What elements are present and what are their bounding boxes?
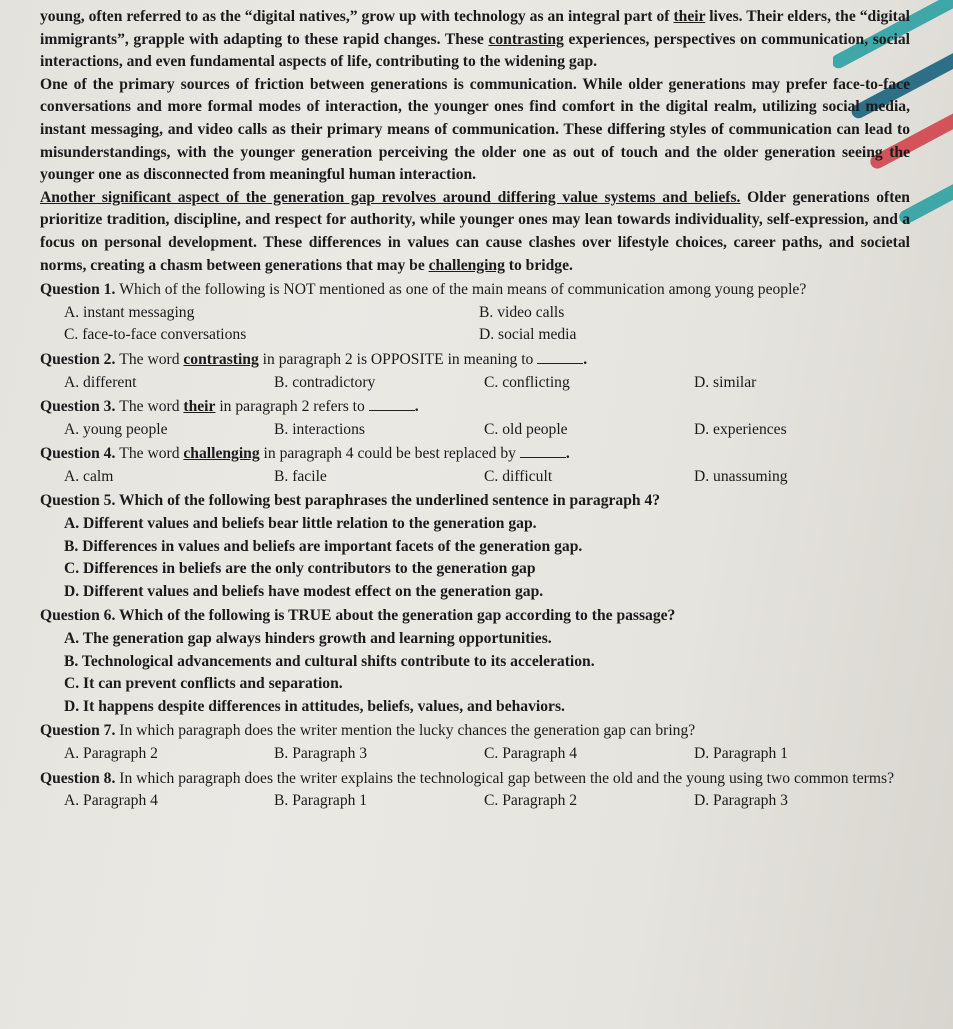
question-text-b: in paragraph 2 is OPPOSITE in meaning to (258, 350, 534, 368)
option-a[interactable]: A. different (64, 373, 137, 391)
option-d[interactable]: D. Paragraph 3 (694, 792, 788, 810)
option-a[interactable]: A. instant messaging (64, 303, 195, 321)
question-3 (40, 396, 910, 441)
question-5 (40, 490, 910, 603)
option-b[interactable]: B. interactions (274, 420, 365, 438)
question-6 (40, 605, 910, 718)
question-2 (40, 349, 910, 394)
p1-text-a: young, often referred to as the “digital natives,” grow up with technology as an integral part of (40, 8, 674, 25)
question-8 (40, 768, 910, 813)
question-4 (40, 443, 910, 488)
option-c[interactable]: C. Paragraph 2 (484, 792, 578, 810)
option-c[interactable]: C. face-to-face conversations (64, 326, 247, 344)
option-d[interactable]: D. experiences (694, 420, 787, 438)
question-target-word: challenging (183, 445, 260, 463)
question-text: Which of the following best paraphrases the underlined sentence in paragraph 4? (119, 492, 661, 510)
p1-text-c: experiences, perspectives on communication, social interactions, and even fundamental aspects of life, contributing to the widening gap. (40, 30, 910, 71)
question-text: In which paragraph does the writer explains the technological gap between the old and the young using two common terms? (119, 769, 894, 787)
options (64, 513, 910, 603)
question-text-a: The word (119, 350, 184, 368)
option-c[interactable]: C. Differences in beliefs are the only contributors to the generation gap (64, 560, 536, 578)
question-8-stem (40, 768, 910, 791)
option-a[interactable]: A. Paragraph 4 (64, 792, 158, 810)
question-target-word: their (183, 398, 216, 416)
p3-text-a: Older generations often prioritize tradition, discipline, and respect for authority, while younger ones may lean towards individuality, self-expression, and a focus on personal development. These differences in values can cause clashes over lifestyle choices, career paths, and societal norms, creating a chasm between generations that may be (40, 188, 910, 274)
question-label: Question 5. (40, 492, 116, 510)
word-challenging: challenging (428, 256, 505, 274)
option-a[interactable]: A. Paragraph 2 (64, 745, 158, 762)
option-b[interactable]: B. Paragraph 3 (274, 745, 368, 762)
question-text: Which of the following is NOT mentioned as one of the main means of communication among young people? (119, 281, 807, 299)
word-their: their (673, 8, 706, 25)
option-d[interactable]: D. unassuming (694, 467, 788, 485)
option-c[interactable]: C. conflicting (484, 373, 570, 391)
options (64, 372, 910, 395)
exam-page (40, 6, 910, 813)
option-c[interactable]: C. old people (484, 420, 568, 438)
option-c[interactable]: C. Paragraph 4 (484, 745, 578, 762)
p1-text-b: lives. Their elders, the “digital immigrants”, grapple with adapting to these rapid changes. These (40, 8, 910, 48)
option-c[interactable]: C. difficult (484, 467, 553, 485)
question-7 (40, 720, 910, 765)
option-b[interactable]: B. Technological advancements and cultural shifts contribute to its acceleration. (64, 652, 595, 670)
option-d[interactable]: D. It happens despite differences in attitudes, beliefs, values, and behaviors. (64, 697, 565, 715)
question-label: Question 4. (40, 445, 116, 463)
question-4-stem: Question 4. The word challenging in paragraph 4 could be best replaced by . (40, 445, 570, 463)
word-contrasting: contrasting (488, 30, 564, 48)
question-3-stem: Question 3. The word their in paragraph 2 refers to . (40, 398, 419, 416)
question-label: Question 1. (40, 281, 116, 299)
option-b[interactable]: B. Differences in values and beliefs are important facets of the generation gap. (64, 537, 583, 555)
question-text-b: in paragraph 2 refers to (215, 398, 365, 416)
answer-blank (520, 443, 566, 458)
option-d[interactable]: D. Paragraph 1 (694, 745, 788, 762)
question-1-stem (40, 279, 910, 302)
option-d[interactable]: D. Different values and beliefs have modest effect on the generation gap. (64, 582, 544, 600)
question-2-stem: Question 2. The word contrasting in paragraph 2 is OPPOSITE in meaning to . (40, 350, 588, 368)
question-text: Which of the following is TRUE about the generation gap according to the passage? (119, 607, 676, 625)
question-text-b: in paragraph 4 could be best replaced by (259, 445, 516, 463)
option-b[interactable]: B. contradictory (274, 373, 376, 391)
question-label: Question 7. (40, 722, 116, 740)
question-1 (40, 279, 910, 347)
question-6-stem (40, 605, 910, 628)
option-b[interactable]: B. Paragraph 1 (274, 792, 368, 810)
question-label: Question 8. (40, 769, 116, 787)
options (64, 466, 910, 489)
options (64, 628, 910, 718)
answer-blank (369, 396, 415, 411)
options (64, 419, 910, 442)
question-7-stem (40, 720, 910, 743)
options (64, 790, 910, 813)
answer-blank (537, 349, 583, 364)
paragraph-2: One of the primary sources of friction between generations is communication. While older generations may prefer face-to-face conversations and more formal modes of interaction, the younger ones find comfort in the digital realm, utilizing social media, instant messaging, and video calls as their primary means of communication. These differing styles of communication can lead to misunderstandings, with the younger generation perceiving the older one as out of touch and the older generation seeing the younger one as disconnected from meaningful human interaction. (40, 75, 910, 184)
question-text: In which paragraph does the writer mention the lucky chances the generation gap can bring? (119, 722, 696, 740)
question-label: Question 2. (40, 350, 116, 368)
underlined-sentence: Another significant aspect of the generation gap revolves around differing value systems and beliefs. (40, 188, 741, 206)
question-target-word: contrasting (183, 350, 259, 368)
options (64, 743, 910, 766)
question-text-a: The word (119, 445, 184, 463)
paragraph-3 (40, 187, 910, 277)
option-a[interactable]: A. calm (64, 467, 114, 485)
p3-text-b: to bridge. (504, 256, 573, 274)
option-d[interactable]: D. similar (694, 373, 757, 391)
question-text-a: The word (119, 398, 184, 416)
paragraph-1 (40, 6, 910, 74)
options (64, 302, 910, 347)
option-a[interactable]: A. Different values and beliefs bear little relation to the generation gap. (64, 515, 537, 533)
option-d[interactable]: D. social media (479, 326, 577, 344)
option-c[interactable]: C. It can prevent conflicts and separation. (64, 675, 343, 693)
question-label: Question 3. (40, 398, 116, 416)
option-a[interactable]: A. The generation gap always hinders growth and learning opportunities. (64, 630, 552, 648)
option-a[interactable]: A. young people (64, 420, 168, 438)
option-b[interactable]: B. video calls (479, 303, 565, 321)
option-b[interactable]: B. facile (274, 467, 327, 485)
question-5-stem (40, 490, 910, 513)
question-label: Question 6. (40, 607, 116, 625)
